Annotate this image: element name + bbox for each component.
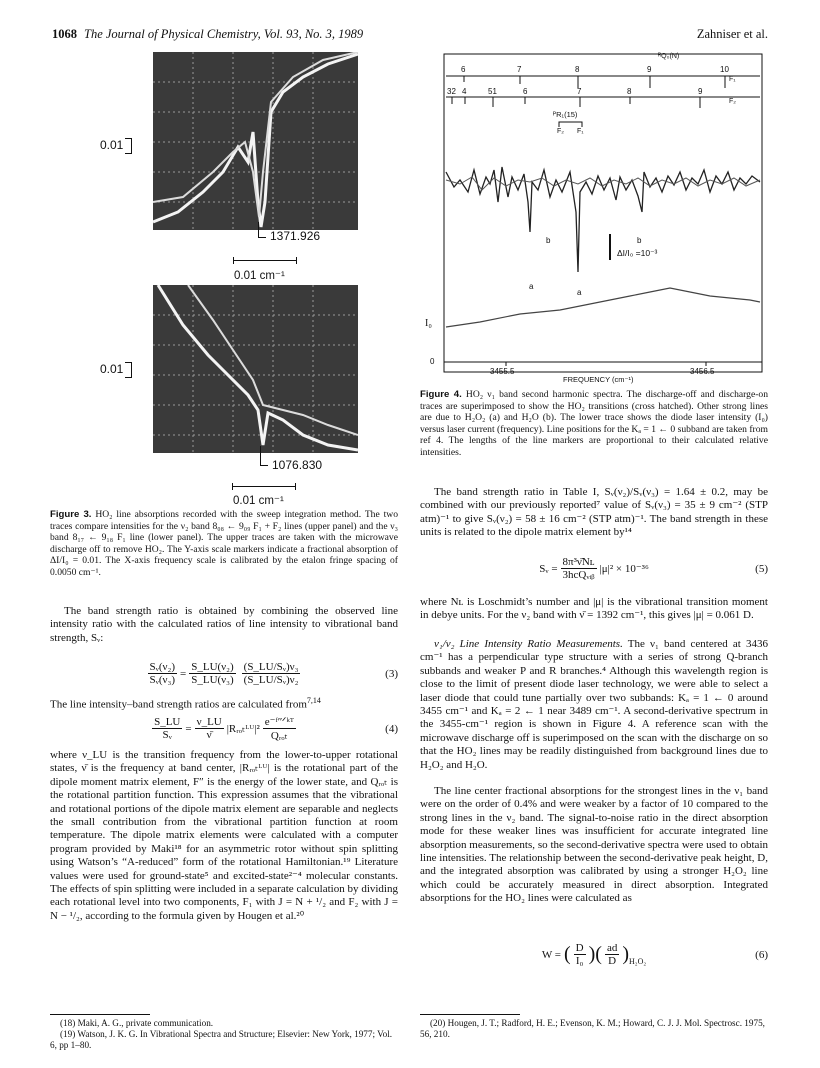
fig4-caption [420,389,768,459]
left-paragraph-2: The line intensity–band strength ratios are calculated from$^{7,14}$ [50,696,321,711]
fig3-caption [50,509,398,579]
fig4-peak-b-right: b [637,236,642,245]
fig4-row2-label-32: 32 [447,87,456,96]
fig3-top-marker-label: 1371.926 [270,229,321,243]
fig4-row2-label-51: 51 [488,87,497,96]
right-paragraph-3: ν₁/ν₂ Line Intensity Ratio Measurements. The ν₁ band centered at 3436 cm⁻¹ has a perpendicular type structure with a series of strong Q-branch subbands and weaker P and R branches.⁴ Although this wavelength region is close to the limit of present diode laser technology, we were able to select a laser diode that could tune partially over two subbands: Kₐ = 1 ← 0 around 3455 cm⁻¹ and Kₐ = 2 ← 1 near 3489 cm⁻¹. A second-derivative spectrum in the 3455-cm⁻¹ region is shown in Figure 4. A reference scan with the microwave discharge off is superimposed on the scan with the discharge on so that the HO₂ lines may be readily distinguished from background lines due to H₂O₂ and H₂O. [420,638,768,771]
fig4-row2-label-4: 4 [462,87,467,96]
fig3-top-scope-trace [153,52,358,230]
fig4-scale-label: ΔI/I₀ =10⁻³ [617,248,658,258]
footnotes-right: (20) Hougen, J. T.; Radford, H. E.; Evenson, K. M.; Howard, C. J. J. Mol. Spectrosc. 1975, 56, 210. [420,1018,765,1039]
fig4-spectrum-figure [420,52,768,380]
footnotes-left: (18) Maki, A. G., private communication. (19) Watson, J. K. G. In Vibrational Spectra and Structure; Elsevier: New York, 1977; Vol. 6, pp 1–80. [50,1018,393,1050]
equation-5: Sᵥ = $\frac{\text{8π³ν̄Nʟ}}{\text{3hcQᵥᵢᵦ}}$ |μ|² × 10⁻³⁶ (5) [539,556,768,581]
journal-title: The Journal of Physical Chemistry, Vol. 93, No. 3, 1989 [84,27,364,41]
fig3-bottom-marker-line [260,446,261,466]
fig3-top-marker-line [258,222,259,238]
fig4-f2-label: F₂ [729,98,736,105]
footnote-rule-left [50,1014,150,1015]
fig4-row2-label-7: 7 [577,87,582,96]
fig4-peak-a-left: a [529,282,534,291]
fig4-row2-label-8: 8 [627,87,632,96]
right-paragraph-1: The band strength ratio in Table I, Sᵥ(ν₂)/Sᵥ(ν₃) = 1.64 ± 0.2, may be combined with our previously reported⁷ value of Sᵥ(ν₃) = 35 ± 9 cm⁻² (STP atm)⁻¹ to give Sᵥ(ν₂) = 58 ± 16 cm⁻² (STP atm)⁻¹. The band strength in these units is related to the dipole matrix element by¹⁴ [420,486,768,539]
fig4-zero-label: 0 [430,357,435,366]
fig3-top-freq-label: 0.01 cm⁻¹ [234,270,285,282]
fig4-row1-label-7: 7 [517,65,522,74]
equation-3: $\frac{\text{Sᵥ(ν₂)}}{\text{Sᵥ(ν₃)}}$ = $\frac{\text{S\_LU(ν₂)}}{\text{S\_LU(ν₃)}}$ $\frac{\text{(S\_LU/Sᵥ)ν₃}}{\text{(S\_LU/Sᵥ)ν₂}}$ (3) [149,661,398,686]
right-paragraph-4: The line center fractional absorptions for the strongest lines in the ν₁ band were on the order of 0.4% and were weaker by a factor of 10 compared to the strong lines in the ν₂ band. The signal-to-noise ratio in the direct absorption mode for these weaker lines was insufficient for accurate integrated line absorption measurements, so the second-derivative spectra were used to obtain line intensities. The relationship between the second-derivative peak height, D, and the integrated absorption was calibrated by using a stronger H₂O₂ line which could be accurately measured in direct absorption. Integrated absorptions for the HO₂ lines were calculated as [420,785,768,905]
fig3-bottom-scale: 0.01 [100,362,132,378]
left-paragraph-1: The band strength ratio is obtained by combining the observed line intensity ratio with the calculated ratios of line intensity to vibrational band strength, Sᵥ: [50,605,398,644]
fig4-row2-label-9: 9 [698,87,703,96]
fig4-row2-label-6: 6 [523,87,528,96]
fig4-row1-label-8: 8 [575,65,580,74]
fig3-bottom-scope-trace [153,285,358,453]
fig3-caption-text: HO₂ line absorptions recorded with the sweep integration method. The two traces compare intensities for the ν₂ band 8₀₈ ← 9₀₉ F₁ + F₂ lines (upper panel) and the ν₃ band 8₁₇ ← 9₁₈ F₁ line (lower panel). The upper traces are taken with the microwave discharge off to remove HO₂. The Y-axis scale markers indicate a fractional absorption of ΔI/I₀ = 0.01. The X-axis frequency scale is calibrated by the etalon fringe spacing of 0.0050 cm⁻¹. [50,509,398,578]
fig3-bottom-marker-label: 1076.830 [272,458,323,472]
fig3-bottom-marker-foot [260,465,268,466]
fig4-tick-3456: 3456.5 [690,367,715,376]
fig4-row1-label-10: 10 [720,65,729,74]
equation-4: $\frac{S\_LU}{\text{Sᵥ}}$ = $\frac{\nu\_LU}{\nū}$ |Rᵣₒₜᴸᵁ|² $\frac{\text{e⁻ᶠʺᐟᵏᵀ}}{\text{Qᵣₒₜ}}$ (4) [154,716,398,742]
fig4-i0-axis-label: I₀ [425,318,432,329]
footnote-rule-right [420,1014,520,1015]
fig3-top-scale: 0.01 [100,138,132,154]
fig3-bottom-freq-label: 0.01 cm⁻¹ [233,495,284,507]
fig4-q-label: ᴿQ₀(N) [658,53,680,60]
fig3-bottom-freq-bracket [232,483,296,490]
fig4-r-f2-label: F₂ [557,128,564,135]
fig4-r-f1-label: F₁ [577,128,584,135]
fig3-top-marker-foot [258,237,266,238]
page-number: 1068 [52,27,77,41]
fig4-peak-a-right: a [577,288,582,297]
fig4-row1-label-9: 9 [647,65,652,74]
fig4-tick-3455: 3455.5 [490,367,515,376]
fig4-caption-text: HO₂ ν₁ band second harmonic spectra. The discharge-off and discharge-on traces are superimposed to show the HO₂ transitions (cross hatched). Other strong lines are due to H₂O₂ (a) and H₂O (b). The lower trace shows the diode laser intensity (I₀) versus laser current (frequency). Line positions for the Kₐ = 1 ← 0 subband are taken from ref 4. The lengths of the line markers are proportional to their calculated relative intensities. [420,389,768,458]
fig4-x-axis-label: FREQUENCY (cm⁻¹) [563,375,634,384]
fig4-row1-label-6: 6 [461,65,466,74]
fig4-caption-label: Figure 4. [420,389,462,400]
fig4-r-branch-label: ᴾR₁(15) [553,110,578,119]
fig4-svg [420,52,768,380]
fig4-f1-label: F₁ [729,76,736,83]
running-authors: Zahniser et al. [696,27,768,41]
right-paragraph-2: where Nʟ is Loschmidt’s number and |μ| is the vibrational transition moment in debye units. For the ν₂ band with ν̄ = 1392 cm⁻¹, this gives |μ| = 0.061 D. [420,596,768,622]
equation-6: W = ( $\frac{D}{\text{I₀}}$ )( $\frac{ad}{D}$ ) H₂O₂ (6) [541,942,768,967]
fig3-caption-label: Figure 3. [50,509,92,520]
left-paragraph-3: where ν_LU is the transition frequency from the lower-to-upper rotational states, ν̄ is the frequency at band center, |Rᵣₒₜᴸᵁ| is the rotational part of the dipole moment matrix element, F″ is the energy of the lower state, and Qᵣₒₜ is the rotational partition function. This expression assumes that the vibrational and rotational portions of the dipole matrix element are separable and neglects the small contribution from the vibrational partition function at room temperature. The dipole matrix elements were calculated with a computer program provided by Maki¹⁸ for an asymmetric rotor without spin splitting using Watson’s “A-reduced” form of the rotational Hamiltonian.¹⁹ Literature values were used for ground-state⁵ and excited-state²⁻⁴ molecular constants. The effects of spin splitting were included in a separate calculation by dividing each rotational level into two components, F₁ with J = N + ¹/₂ and F₂ with J = N − ¹/₂, according to the formula given by Hougen et al.²⁰ [50,749,398,922]
fig4-peak-b-left: b [546,236,551,245]
fig3-top-freq-bracket [233,257,297,264]
